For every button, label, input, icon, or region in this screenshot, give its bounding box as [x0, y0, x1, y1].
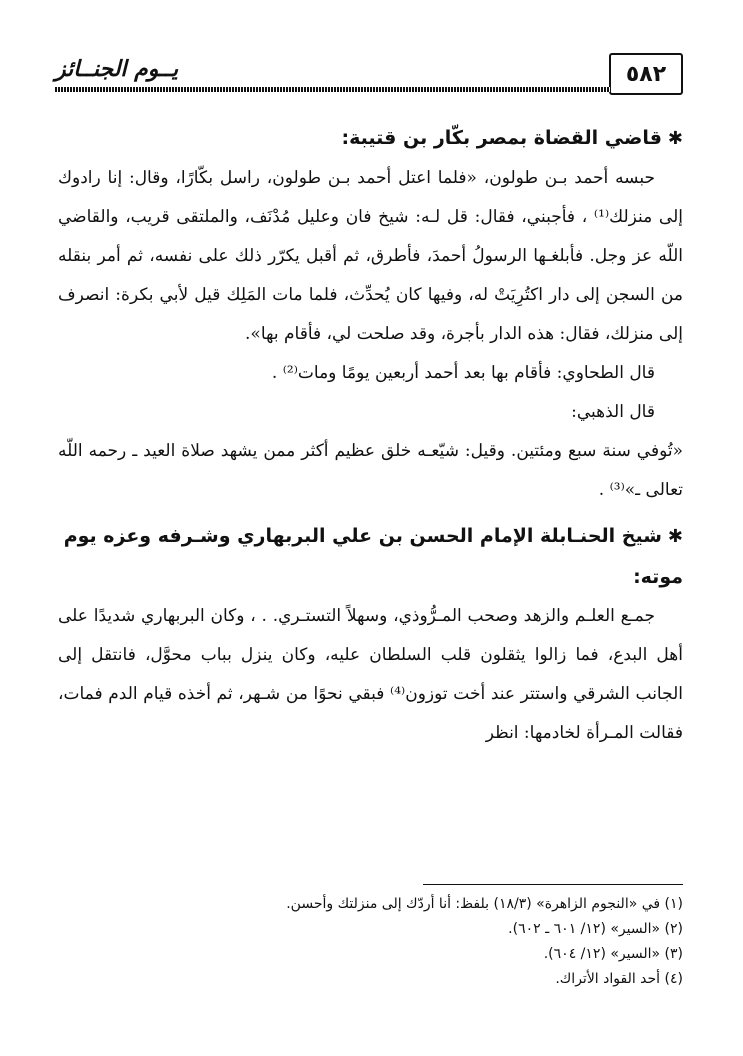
paragraph: قال الذهبي: — [571, 402, 655, 422]
footnote-rule — [423, 884, 683, 885]
footnote: (١) في «النجوم الزاهرة» (١٨/٣) بلفظ: أنا أردّك إلى منزلتك وأحسن. — [286, 896, 683, 912]
footnote: (٣) «السير» (١٢/ ٦٠٤). — [543, 946, 683, 962]
page-header — [55, 45, 683, 103]
page-number: ٥٨٢ — [609, 53, 683, 95]
footnote: (٢) «السير» (١٢/ ٦٠١ ـ ٦٠٢). — [508, 921, 683, 937]
page-body — [58, 118, 683, 753]
running-title: يــوم الجنــائز — [55, 57, 179, 82]
paragraph: «تُوفي سنة سبع ومئتين. وقيل: شيّعـه خلق عظيم أكثر ممن يشهد صلاة العيد ـ رحمه اللّه تعالى ـ»⁽³⁾ . — [58, 441, 683, 500]
footnotes — [58, 892, 683, 992]
paragraph: جمـع العلـم والزهد وصحب المـرُّوذي، وسهلاً التستـري. . ، وكان البربهاري شديدًا على أهل البدع، فما زالوا يثقلون قلب السلطان عليه، وكان ينزل بباب محوَّل، فانتقل إلى الجانب الشرقي واستتر عند أخت توزون⁽⁴⁾ فبقي نحوًا من شـهر، ثم أخذه قيام الدم فمات، فقالت المـرأة لخادمها: انظر — [58, 606, 683, 743]
header-rule — [55, 87, 611, 92]
paragraph: قال الطحاوي: فأقام بها بعد أحمد أربعين يومًا ومات⁽²⁾ . — [271, 363, 655, 383]
section-heading-bakkar: ✱قاضي القضاة بمصر بكّار بن قتيبة: — [341, 127, 683, 149]
star-icon: ✱ — [667, 128, 683, 149]
paragraph: حبسه أحمد بـن طولون، «فلما اعتل أحمد بـن طولون، راسل بكّارًا، وقال: إنا رادوك إلى منزلك⁽¹⁾ ، فأجبني، فقال: قل لـه: شيخ فان وعليل مُدْنَف، والملتقى قريب، والقاضي اللّه عز وجل. فأبلغـها الرسولُ أحمدَ، فأطرق، ثم أقبل يكرّر ذلك على نفسه، ثم أمر بنقله من السجن إلى دار اكتُرِيَتْ له، وفيها كان يُحدِّث، فلما مات المَلِك قيل لأبي بكرة: انصرف إلى منزلك، فقال: هذه الدار بأجرة، وقد صلحت لي، فأقام بها». — [58, 168, 684, 344]
section-heading-barbahari: ✱شيخ الحنـابلة الإمام الحسن بن علي البربهاري وشـرفه وعزه يوم موته: — [63, 525, 683, 588]
star-icon: ✱ — [667, 526, 683, 547]
footnote: (٤) أحد القواد الأتراك. — [555, 971, 683, 987]
